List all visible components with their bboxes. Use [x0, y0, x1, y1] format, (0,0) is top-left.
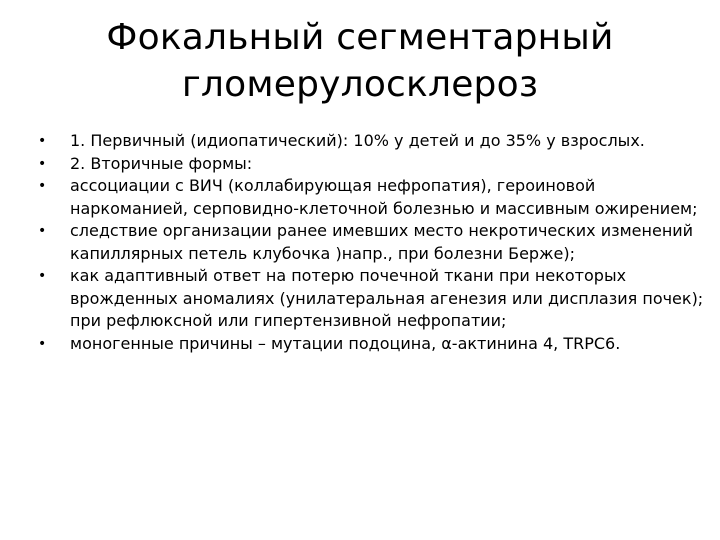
bullet-item-monogenic-causes — [38, 333, 708, 356]
bullet-item-primary — [38, 130, 708, 153]
bullet-text: 2. Вторичные формы: — [70, 153, 253, 173]
bullet-item-associations — [38, 175, 708, 220]
bullet-item-adaptive-response — [38, 265, 708, 333]
bullet-icon: • — [38, 155, 47, 172]
bullet-item-secondary — [38, 153, 708, 176]
bullet-list — [38, 130, 708, 355]
bullet-text: 1. Первичный (идиопатический): 10% у детей и до 35% у взрослых. — [70, 131, 645, 150]
slide-title — [40, 14, 680, 108]
bullet-text: как адаптивный ответ на потерю почечной ткани при некоторых врожденных аномалиях (унилатеральная агенезия или дисплазия почек); при рефлюксной или гипертензивной нефропатии; — [70, 266, 704, 330]
slide-title-line-1: Фокальный сегментарный — [106, 17, 614, 58]
bullet-icon: • — [38, 223, 47, 239]
bullet-item-necrotic-changes — [38, 220, 708, 265]
bullet-text: ассоциации с ВИЧ (коллабирующая нефропатия), героиновой наркоманией, серповидно-клеточной болезнью и массивным ожирением; — [70, 176, 698, 218]
slide-title-line-2: гломерулосклероз — [181, 64, 539, 105]
bullet-icon: • — [38, 178, 47, 194]
bullet-icon: • — [38, 335, 47, 352]
bullet-text: моногенные причины – мутации подоцина, α-актинина 4, TRPC6. — [70, 333, 621, 353]
bullet-text: следствие организации ранее имевших место некротических изменений капиллярных петель клубочка )напр., при болезни Берже); — [70, 221, 694, 263]
bullet-icon: • — [38, 133, 47, 149]
bullet-icon: • — [38, 268, 47, 284]
